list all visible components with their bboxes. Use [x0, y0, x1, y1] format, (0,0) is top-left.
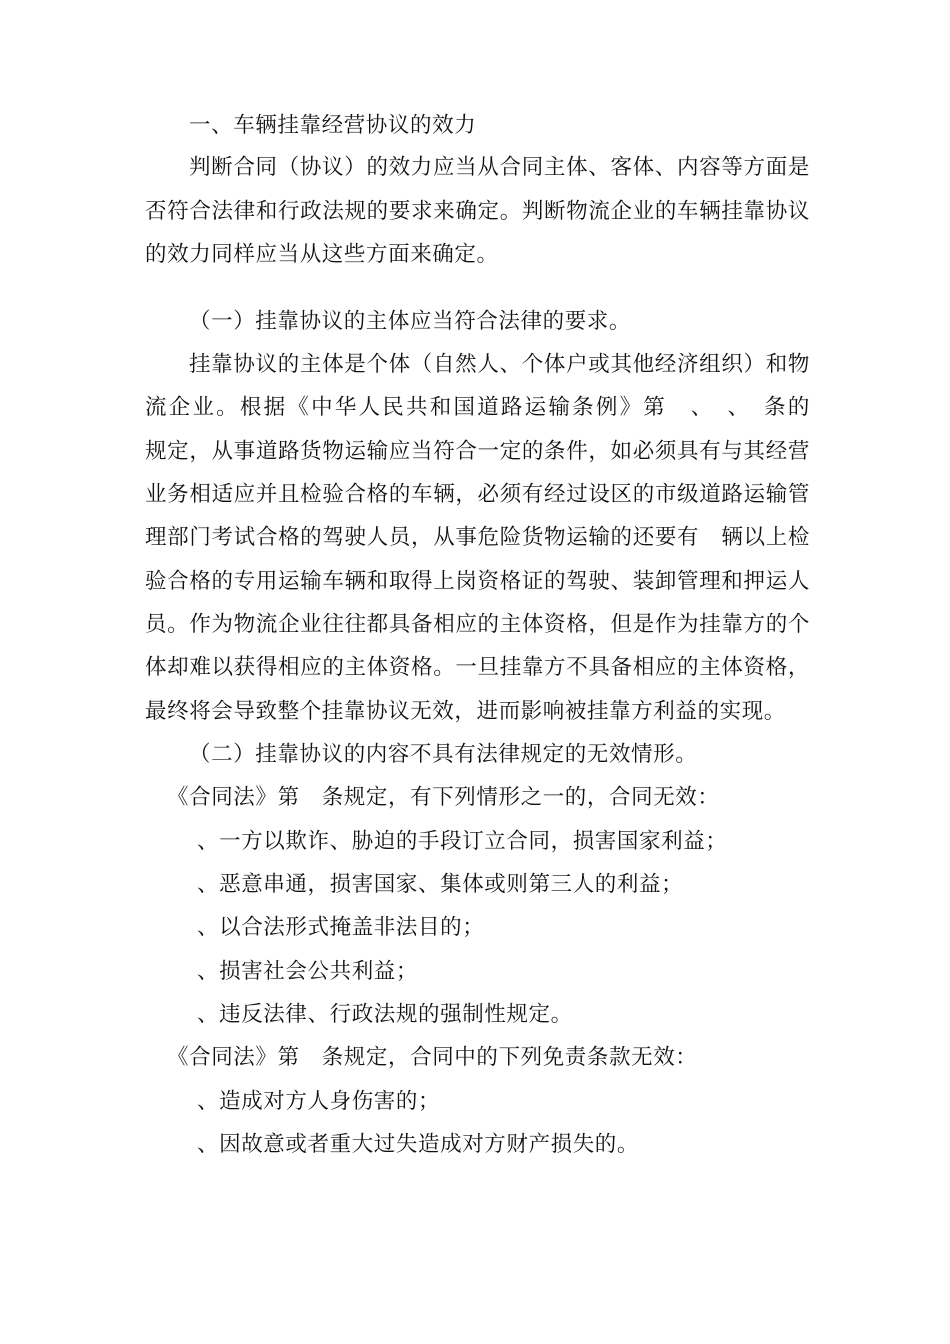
- paragraph-1-line-1: 判断合同（协议）的效力应当从合同主体、客体、内容等方面是: [189, 155, 810, 180]
- law-1-item-3: 、以合法形式掩盖非法目的；: [197, 915, 485, 940]
- section-heading-1: 一、车辆挂靠经营协议的效力: [189, 113, 477, 138]
- section-heading-2: （一）挂靠协议的主体应当符合法律的要求。: [189, 309, 632, 334]
- section-heading-3: （二）挂靠协议的内容不具有法律规定的无效情形。: [189, 742, 698, 767]
- paragraph-1-line-2: 否符合法律和行政法规的要求来确定。判断物流企业的车辆挂靠协议: [145, 199, 810, 224]
- law-1-item-5: 、违反法律、行政法规的强制性规定。: [197, 1002, 573, 1027]
- law-2-item-1: 、造成对方人身伤害的；: [197, 1089, 441, 1114]
- law-1-intro: 《合同法》第 条规定，有下列情形之一的，合同无效：: [167, 785, 720, 810]
- law-1-item-1: 、一方以欺诈、胁迫的手段订立合同，损害国家利益；: [197, 829, 728, 854]
- paragraph-1-line-3: 的效力同样应当从这些方面来确定。: [145, 242, 499, 267]
- paragraph-2-line-1: 挂靠协议的主体是个体（自然人、个体户或其他经济组织）和物: [189, 352, 810, 377]
- paragraph-2-line-5: 理部门考试合格的驾驶人员，从事危险货物运输的还要有 辆以上检: [145, 525, 810, 550]
- law-2-item-2: 、因故意或者重大过失造成对方财产损失的。: [197, 1132, 640, 1157]
- paragraph-2-line-6: 验合格的专用运输车辆和取得上岗资格证的驾驶、装卸管理和押运人: [145, 569, 810, 594]
- paragraph-2-line-9: 最终将会导致整个挂靠协议无效，进而影响被挂靠方利益的实现。: [145, 699, 786, 724]
- paragraph-2-line-4: 业务相适应并且检验合格的车辆，必须有经过设区的市级道路运输管: [145, 482, 810, 507]
- paragraph-2-line-2: 流企业。根据《中华人民共和国道路运输条例》第 、 、 条的: [145, 395, 810, 420]
- law-1-item-4: 、损害社会公共利益；: [197, 959, 419, 984]
- law-1-item-2: 、恶意串通，损害国家、集体或则第三人的利益；: [197, 872, 684, 897]
- paragraph-2-line-3: 规定，从事道路货物运输应当符合一定的条件，如必须具有与其经营: [145, 439, 810, 464]
- paragraph-2-line-8: 体却难以获得相应的主体资格。一旦挂靠方不具备相应的主体资格，: [145, 655, 810, 680]
- paragraph-2-line-7: 员。作为物流企业往往都具备相应的主体资格，但是作为挂靠方的个: [145, 612, 810, 637]
- law-2-intro: 《合同法》第 条规定，合同中的下列免责条款无效：: [167, 1045, 698, 1070]
